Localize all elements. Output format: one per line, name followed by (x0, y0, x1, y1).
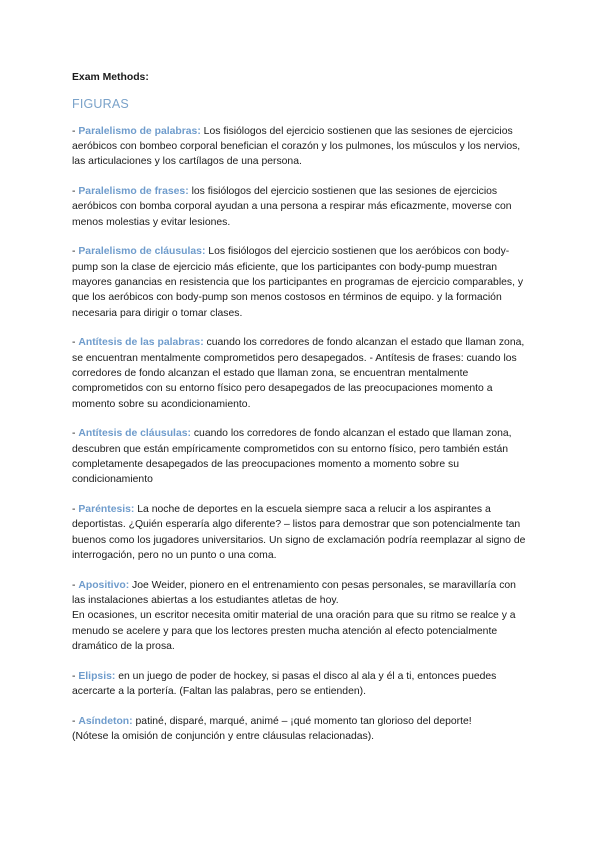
term-label: Asíndeton: (78, 715, 133, 727)
item-text: patiné, disparé, marqué, animé – ¡qué momento tan glorioso del deporte! (132, 715, 472, 727)
list-item: - Paralelismo de frases: los fisiólogos del ejercicio sostienen que las sesiones de ejercicios aeróbicos con bomba corporal ayudan a una persona a respirar más eficazmente, moverse con menos molestias y evitar lesiones. (72, 185, 512, 228)
document-title: Exam Methods: (72, 72, 149, 83)
item-extra-text: (Nótese la omisión de conjunción y entre cláusulas relacionadas). (72, 731, 375, 743)
item-extra-text: En ocasiones, un escritor necesita omitir material de una oración para que su ritmo se realce y a menudo se acelere y para que los lectores presten mucha atención al efecto potencialmente dramático de la prosa. (72, 610, 516, 652)
item-text: Joe Weider, pionero en el entrenamiento con pesas personales, se maravillaría con las instalaciones abiertas a los estudiantes atletas de hoy. (72, 579, 516, 607)
list-item: - Antítesis de cláusulas: cuando los corredores de fondo alcanzan el estado que llaman zona, descubren que están empíricamente comprometidos con su entorno físico, pero también están completamente desapegados de las preocupaciones momento a momento sobre su condicionamiento (72, 428, 512, 486)
list-item: - Asíndeton: patiné, disparé, marqué, animé – ¡qué momento tan glorioso del deporte! (Nótese la omisión de conjunción y entre cláusulas relacionadas). (72, 714, 532, 745)
item-text: en un juego de poder de hockey, si pasas el disco al ala y él a ti, entonces puedes acercarte a la portería. (Faltan las palabras, pero se entienden). (72, 670, 497, 697)
list-item: - Paralelismo de cláusulas: Los fisiólogos del ejercicio sostienen que los aeróbicos con body-pump son la clase de ejercicio más eficiente, que los participantes con body-pump muestran mayores ganancias en resistencia que los participantes en programas de ejercicio comparables, y que los aeróbicos con body-pump son menos costosos en términos de equipo. y la formación necesaria para dirigir o tomar clases. (72, 246, 524, 319)
item-text: Los fisiólogos del ejercicio sostienen que los aeróbicos con body-pump son la clase de ejercicio más eficiente, que los participantes con body-pump muestran mayores ganancias en resistencia que los participantes en programas de ejercicio comparables, y que los aeróbicos con body-pump son menos costosos en términos de equipo. y la formación necesaria para dirigir o tomar clases. (72, 246, 524, 319)
term-label: Antítesis de cláusulas: (78, 428, 191, 440)
term-label: Paralelismo de palabras: (78, 125, 201, 137)
term-label: Elipsis: (78, 670, 116, 682)
section-heading: FIGURAS (72, 97, 129, 112)
list-item: - Antítesis de las palabras: cuando los corredores de fondo alcanzan el estado que llaman zona, se encuentran mentalmente comprometidos pero desapegados. - Antítesis de frases: cuando los corredores de fondo alcanzan el estado que llaman zona, se encuentran mentalmente comprometidos con su entorno físico pero desapegados de las preocupaciones momento a momento sobre su acondicionamiento. (72, 337, 525, 410)
list-item: - Elipsis: en un juego de poder de hockey, si pasas el disco al ala y él a ti, entonces puedes acercarte a la portería. (Faltan las palabras, pero se entienden). (72, 670, 497, 697)
item-text: cuando los corredores de fondo alcanzan el estado que llaman zona, se encuentran mentalmente comprometidos pero desapegados. - Antítesis de frases: cuando los corredores de fondo alcanzan el estado que llaman zona, se encuentran mentalmente comprometidos con su entorno físico pero desapegados de las preocupaciones momento a momento sobre su acondicionamiento. (72, 337, 525, 410)
item-text: La noche de deportes en la escuela siempre saca a relucir a los aspirantes a deportistas. ¿Quién esperaría algo diferente? – listos para demostrar que son potencialmente tan buenos como los jugadores universitarios. Un signo de exclamación podría reemplazar al signo de interrogación, pero no un punto o una coma. (72, 504, 526, 561)
term-label: Paralelismo de cláusulas: (78, 246, 206, 258)
item-text: los fisiólogos del ejercicio sostienen que las sesiones de ejercicios aeróbicos con bomba corporal ayudan a una persona a respirar más eficazmente, moverse con menos molestias y evitar lesiones. (72, 185, 512, 228)
term-label: Paralelismo de frases: (78, 185, 189, 197)
term-label: Antítesis de las palabras: (78, 337, 204, 349)
list-item: - Apositivo: Joe Weider, pionero en el entrenamiento con pesas personales, se maravillaría con las instalaciones abiertas a los estudiantes atletas de hoy. En ocasiones, un escritor necesita omitir material de una oración para que su ritmo se realce y a menudo se acelere y para que los lectores presten mucha atención al efecto potencialmente dramático de la prosa. (72, 578, 532, 654)
document-page (72, 70, 532, 759)
item-text: cuando los corredores de fondo alcanzan el estado que llaman zona, descubren que están empíricamente comprometidos con su entorno físico, pero también están completamente desapegados de las preocupaciones momento a momento sobre su condicionamiento (72, 428, 512, 486)
term-label: Paréntesis: (78, 504, 135, 516)
list-item: - Paréntesis: La noche de deportes en la escuela siempre saca a relucir a los aspirantes a deportistas. ¿Quién esperaría algo diferente? – listos para demostrar que son potencialmente tan buenos como los jugadores universitarios. Un signo de exclamación podría reemplazar al signo de interrogación, pero no un punto o una coma. (72, 504, 526, 561)
list-item: - Paralelismo de palabras: Los fisiólogos del ejercicio sostienen que las sesiones de ejercicios aeróbicos con bombeo corporal benefician el corazón y los pulmones, los músculos y los nervios, las articulaciones y los cartílagos de una persona. (72, 125, 521, 168)
term-label: Apositivo: (78, 579, 130, 591)
item-text: Los fisiólogos del ejercicio sostienen que las sesiones de ejercicios aeróbicos con bombeo corporal benefician el corazón y los pulmones, los músculos y los nervios, las articulaciones y los cartílagos de una persona. (72, 125, 521, 168)
